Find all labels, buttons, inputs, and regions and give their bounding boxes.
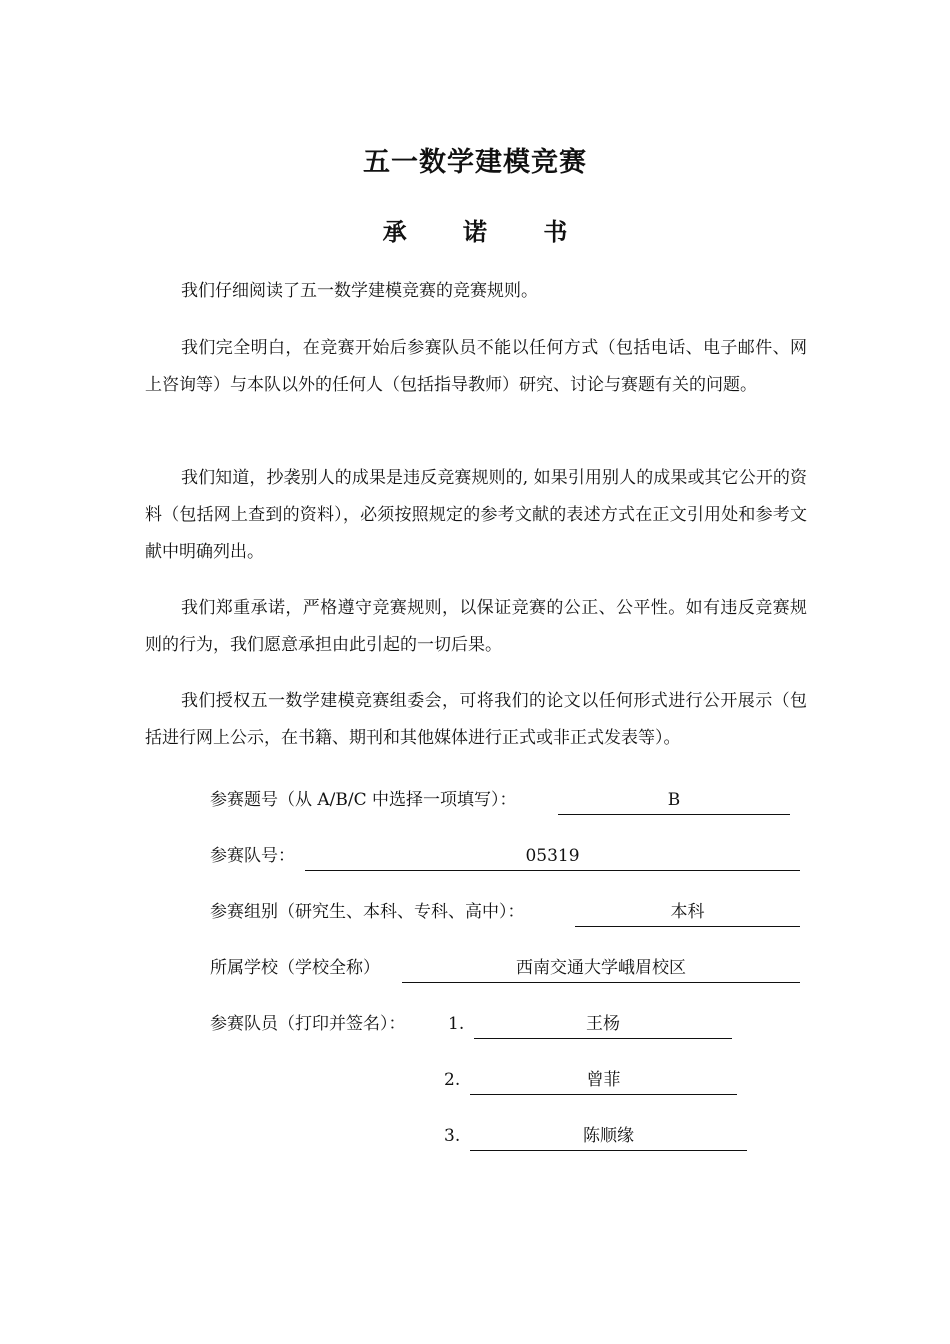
- paragraph-authorization: 我们授权五一数学建模竞赛组委会，可将我们的论文以任何形式进行公开展示（包括进行网上公示，在书籍、期刊和其他媒体进行正式或非正式发表等）。: [145, 691, 807, 748]
- problem-number-value: B: [558, 785, 790, 815]
- member-3-name: 陈顺缘: [470, 1121, 747, 1151]
- school-label: 所属学校（学校全称）: [210, 958, 380, 978]
- document-subtitle: 承 诺 书: [382, 217, 592, 246]
- paragraph-rules-read: 我们仔细阅读了五一数学建模竞赛的竞赛规则。: [181, 281, 538, 301]
- document-title: 五一数学建模竞赛: [363, 147, 587, 178]
- paragraph-plagiarism: 我们知道，抄袭别人的成果是违反竞赛规则的, 如果引用别人的成果或其它公开的资料（包括网上查到的资料），必须按照规定的参考文献的表述方式在正文引用处和参考文献中明确列出。: [145, 468, 807, 562]
- paragraph-no-contact: 我们完全明白，在竞赛开始后参赛队员不能以任何方式（包括电话、电子邮件、网上咨询等）与本队以外的任何人（包括指导教师）研究、讨论与赛题有关的问题。: [145, 338, 807, 395]
- field-team-number: [210, 841, 810, 871]
- group-label: 参赛组别（研究生、本科、专科、高中）：: [210, 902, 525, 922]
- problem-number-label: 参赛题号（从 A/B/C 中选择一项填写）：: [210, 790, 517, 810]
- member-2-number: 2.: [444, 1070, 461, 1090]
- paragraph-commitment: 我们郑重承诺，严格遵守竞赛规则，以保证竞赛的公正、公平性。如有违反竞赛规则的行为，我们愿意承担由此引起的一切后果。: [145, 598, 807, 655]
- member-1-name: 王杨: [474, 1009, 732, 1039]
- field-members: [210, 1009, 810, 1039]
- school-value: 西南交通大学峨眉校区: [402, 953, 800, 983]
- members-label: 参赛队员（打印并签名）：: [210, 1014, 406, 1034]
- member-3-number: 3.: [444, 1126, 461, 1146]
- group-value: 本科: [575, 897, 800, 927]
- team-number-label: 参赛队号：: [210, 846, 295, 866]
- member-1-number: 1.: [448, 1014, 465, 1034]
- field-school: [210, 953, 810, 983]
- field-problem-number: [210, 785, 810, 815]
- member-3-row: [444, 1121, 754, 1151]
- team-number-value: 05319: [305, 841, 800, 871]
- member-2-name: 曾菲: [470, 1065, 737, 1095]
- field-group: [210, 897, 810, 927]
- member-2-row: [444, 1065, 744, 1095]
